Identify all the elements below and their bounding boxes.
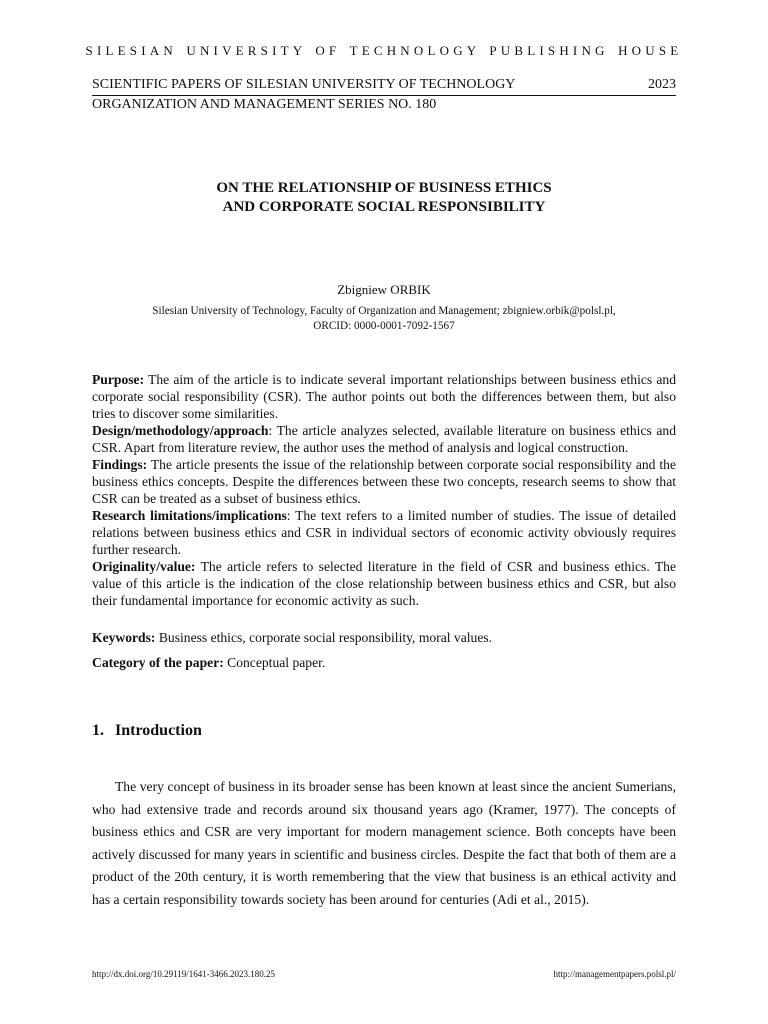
abstract-findings xyxy=(92,456,676,507)
limitations-text: : The text refers to a limited number of studies. The issue of detailed relations between business ethics and CSR in individual sectors of economic activity obviously requires further research. xyxy=(92,508,676,557)
section-heading xyxy=(92,722,202,740)
introduction-body xyxy=(92,776,676,912)
author-affiliation xyxy=(92,304,676,334)
category-text: Conceptual paper. xyxy=(223,655,326,670)
abstract-limitations xyxy=(92,507,676,558)
title-line-1: ON THE RELATIONSHIP OF BUSINESS ETHICS xyxy=(216,180,552,196)
abstract-purpose xyxy=(92,371,676,422)
journal-year: 2023 xyxy=(648,77,676,92)
journal-url-link[interactable]: http://managementpapers.polsl.pl/ xyxy=(553,969,676,979)
affiliation-line-2: ORCID: 0000-0001-7092-1567 xyxy=(313,320,455,332)
purpose-label: Purpose: xyxy=(92,372,145,387)
findings-label: Findings: xyxy=(92,457,148,472)
doi-link[interactable]: http://dx.doi.org/10.29119/1641-3466.2023.180.25 xyxy=(92,969,276,979)
keywords-text: Business ethics, corporate social responsibility, moral values. xyxy=(155,630,493,645)
publisher-name: SILESIAN UNIVERSITY OF TECHNOLOGY PUBLISHING HOUSE xyxy=(85,43,683,58)
limitations-label: Research limitations/implications xyxy=(92,508,287,523)
paper-category xyxy=(92,654,676,671)
originality-label: Originality/value: xyxy=(92,559,196,574)
originality-text: The article refers to selected literature in the field of CSR and business ethics. The value of this article is the indication of the close relationship between business ethics and CSR, but also their fundamental importance for economic activity as such. xyxy=(92,559,676,608)
journal-row xyxy=(92,76,676,94)
author-name: Zbigniew ORBIK xyxy=(337,282,431,297)
category-label: Category of the paper: xyxy=(92,655,224,670)
abstract xyxy=(92,371,676,609)
journal-name: SCIENTIFIC PAPERS OF SILESIAN UNIVERSITY OF TECHNOLOGY xyxy=(92,77,516,92)
series-name: ORGANIZATION AND MANAGEMENT SERIES NO. 180 xyxy=(92,97,437,112)
section-number: 1. xyxy=(92,722,104,739)
section-title: Introduction xyxy=(115,722,202,739)
keywords-label: Keywords: xyxy=(92,630,156,645)
purpose-text: The aim of the article is to indicate several important relationships between business ethics and corporate social responsibility (CSR). The author points out both the differences between them, but also tries to discover some similarities. xyxy=(92,372,676,421)
article-title xyxy=(92,179,676,217)
keywords xyxy=(92,629,676,646)
journal-header xyxy=(92,76,676,114)
abstract-design xyxy=(92,422,676,456)
design-text: : The article analyzes selected, available literature on business ethics and CSR. Apart from literature review, the author uses the method of analysis and logical construction. xyxy=(92,423,676,455)
design-label: Design/methodology/approach xyxy=(92,423,269,438)
introduction-paragraph: The very concept of business in its broader sense has been known at least since the ancient Sumerians, who had extensive trade and records around six thousand years ago (Kramer, 1977). The concepts of business ethics and CSR are very important for modern management science. Both concepts have been actively discussed for many years in scientific and business circles. Despite the fact that both of them are a product of the 20th century, it is worth remembering that the view that business is an ethical activity and has a certain responsibility towards society has been around for centuries (Adi et al., 2015). xyxy=(92,779,676,907)
abstract-originality xyxy=(92,558,676,609)
affiliation-line-1: Silesian University of Technology, Faculty of Organization and Management; zbigniew.orbik@polsl.pl, xyxy=(152,305,616,317)
findings-text: The article presents the issue of the relationship between corporate social responsibility and the business ethics concepts. Despite the differences between these two concepts, research seems to show that CSR can be treated as a subset of business ethics. xyxy=(92,457,676,506)
title-line-2: AND CORPORATE SOCIAL RESPONSIBILITY xyxy=(222,199,546,215)
